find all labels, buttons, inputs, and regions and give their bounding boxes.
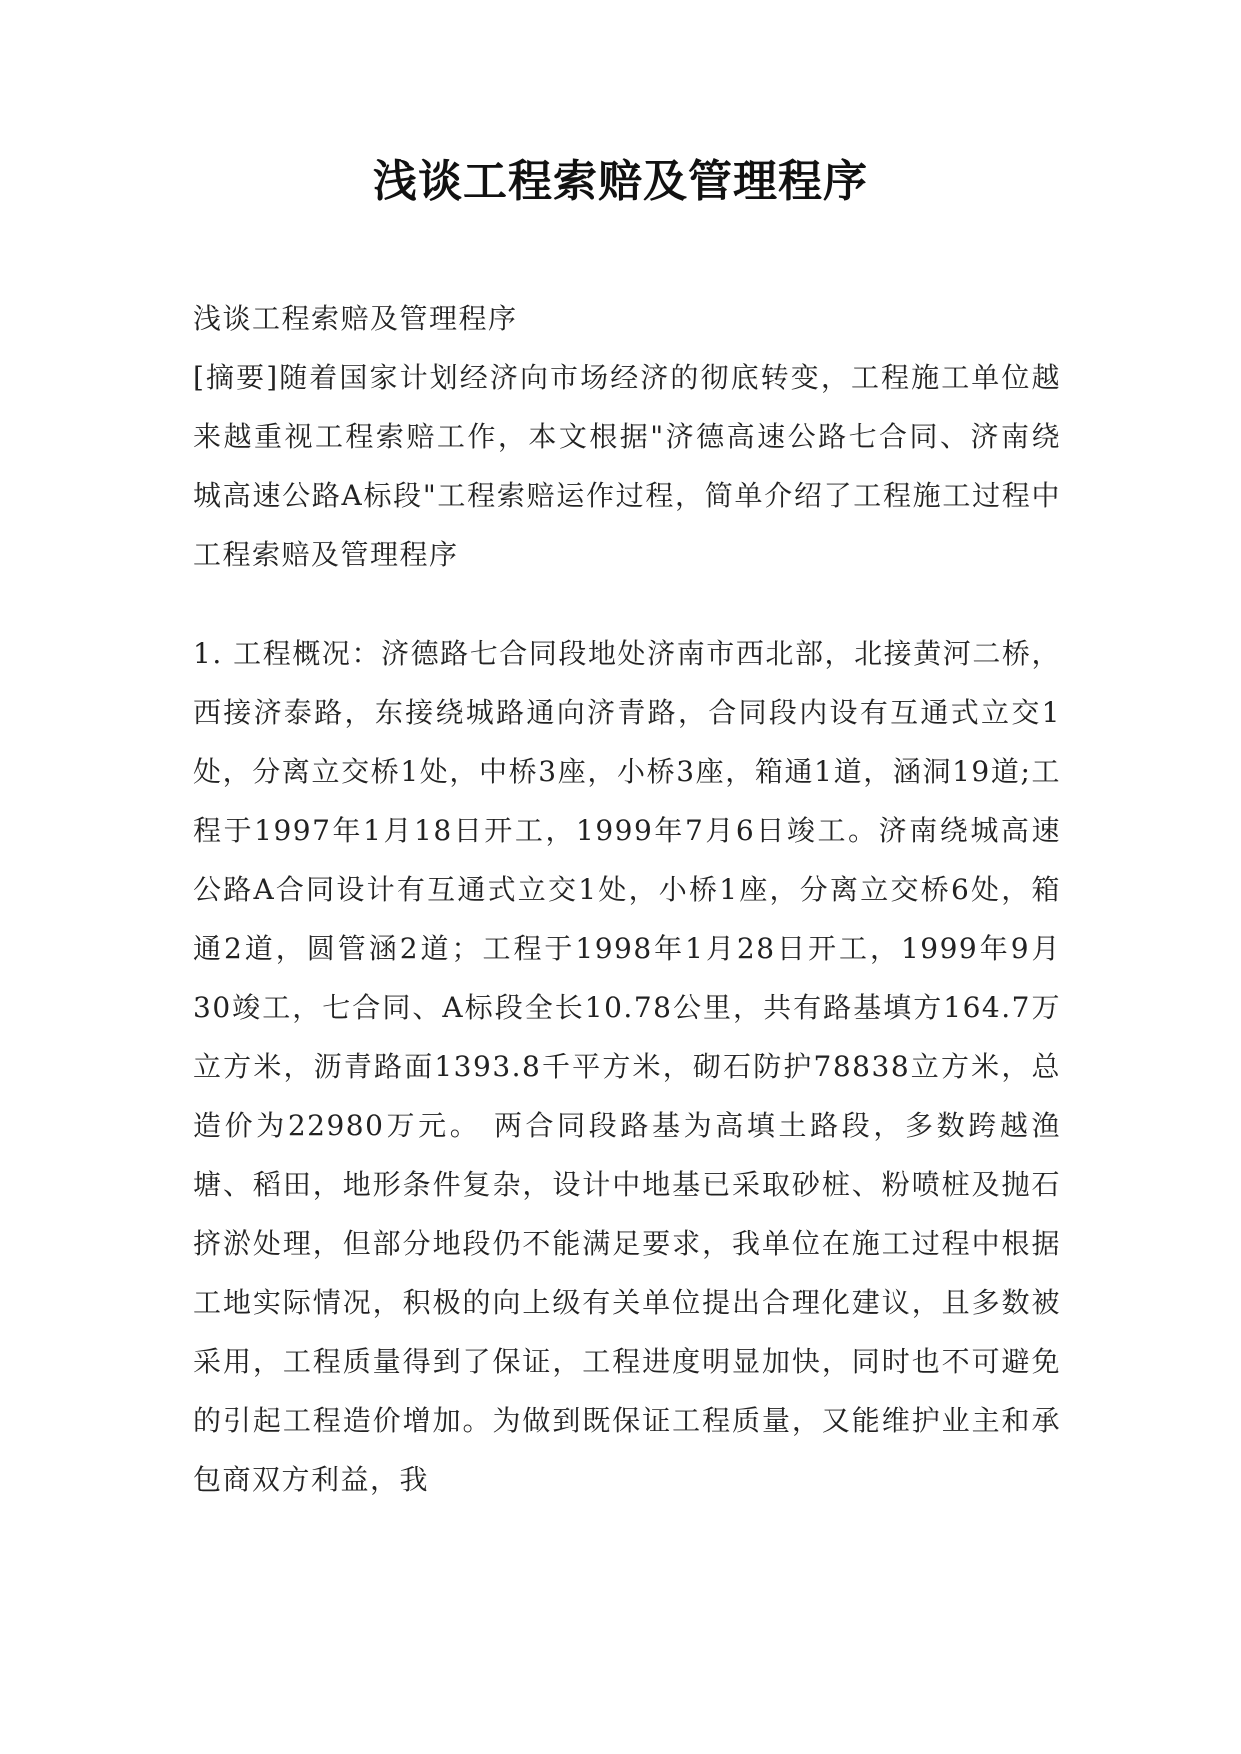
abstract-paragraph: [摘要]随着国家计划经济向市场经济的彻底转变，工程施工单位越来越重视工程索赔工作，本文根据"济德高速公路七合同、济南绕城高速公路A标段"工程索赔运作过程，简单介绍了工程施工过程中工程索赔及管理程序	[193, 361, 1061, 571]
intro-block	[193, 289, 1061, 584]
document-title: 浅谈工程索赔及管理程序	[373, 156, 868, 207]
document-subtitle: 浅谈工程索赔及管理程序	[193, 302, 518, 335]
content-block	[193, 624, 1061, 1509]
section-1-paragraph: 1. 工程概况：济德路七合同段地处济南市西北部，北接黄河二桥，西接济泰路，东接绕城路通向济青路，合同段内设有互通式立交1处，分离立交桥1处，中桥3座，小桥3座，箱通1道，涵洞19道;工程于1997年1月18日开工，1999年7月6日竣工。济南绕城高速公路A合同设计有互通式立交1处，小桥1座，分离立交桥6处，箱通2道，圆管涵2道；工程于1998年1月28日开工，1999年9月30竣工，七合同、A标段全长10.78公里，共有路基填方164.7万立方米，沥青路面1393.8千平方米，砌石防护78838立方米，总造价为22980万元。 两合同段路基为高填土路段，多数跨越渔塘、稻田，地形条件复杂，设计中地基已采取砂桩、粉喷桩及抛石挤淤处理，但部分地段仍不能满足要求，我单位在施工过程中根据工地实际情况，积极的向上级有关单位提出合理化建议，且多数被采用，工程质量得到了保证，工程进度明显加快，同时也不可避免的引起工程造价增加。为做到既保证工程质量，又能维护业主和承包商双方利益，我	[193, 637, 1061, 1496]
